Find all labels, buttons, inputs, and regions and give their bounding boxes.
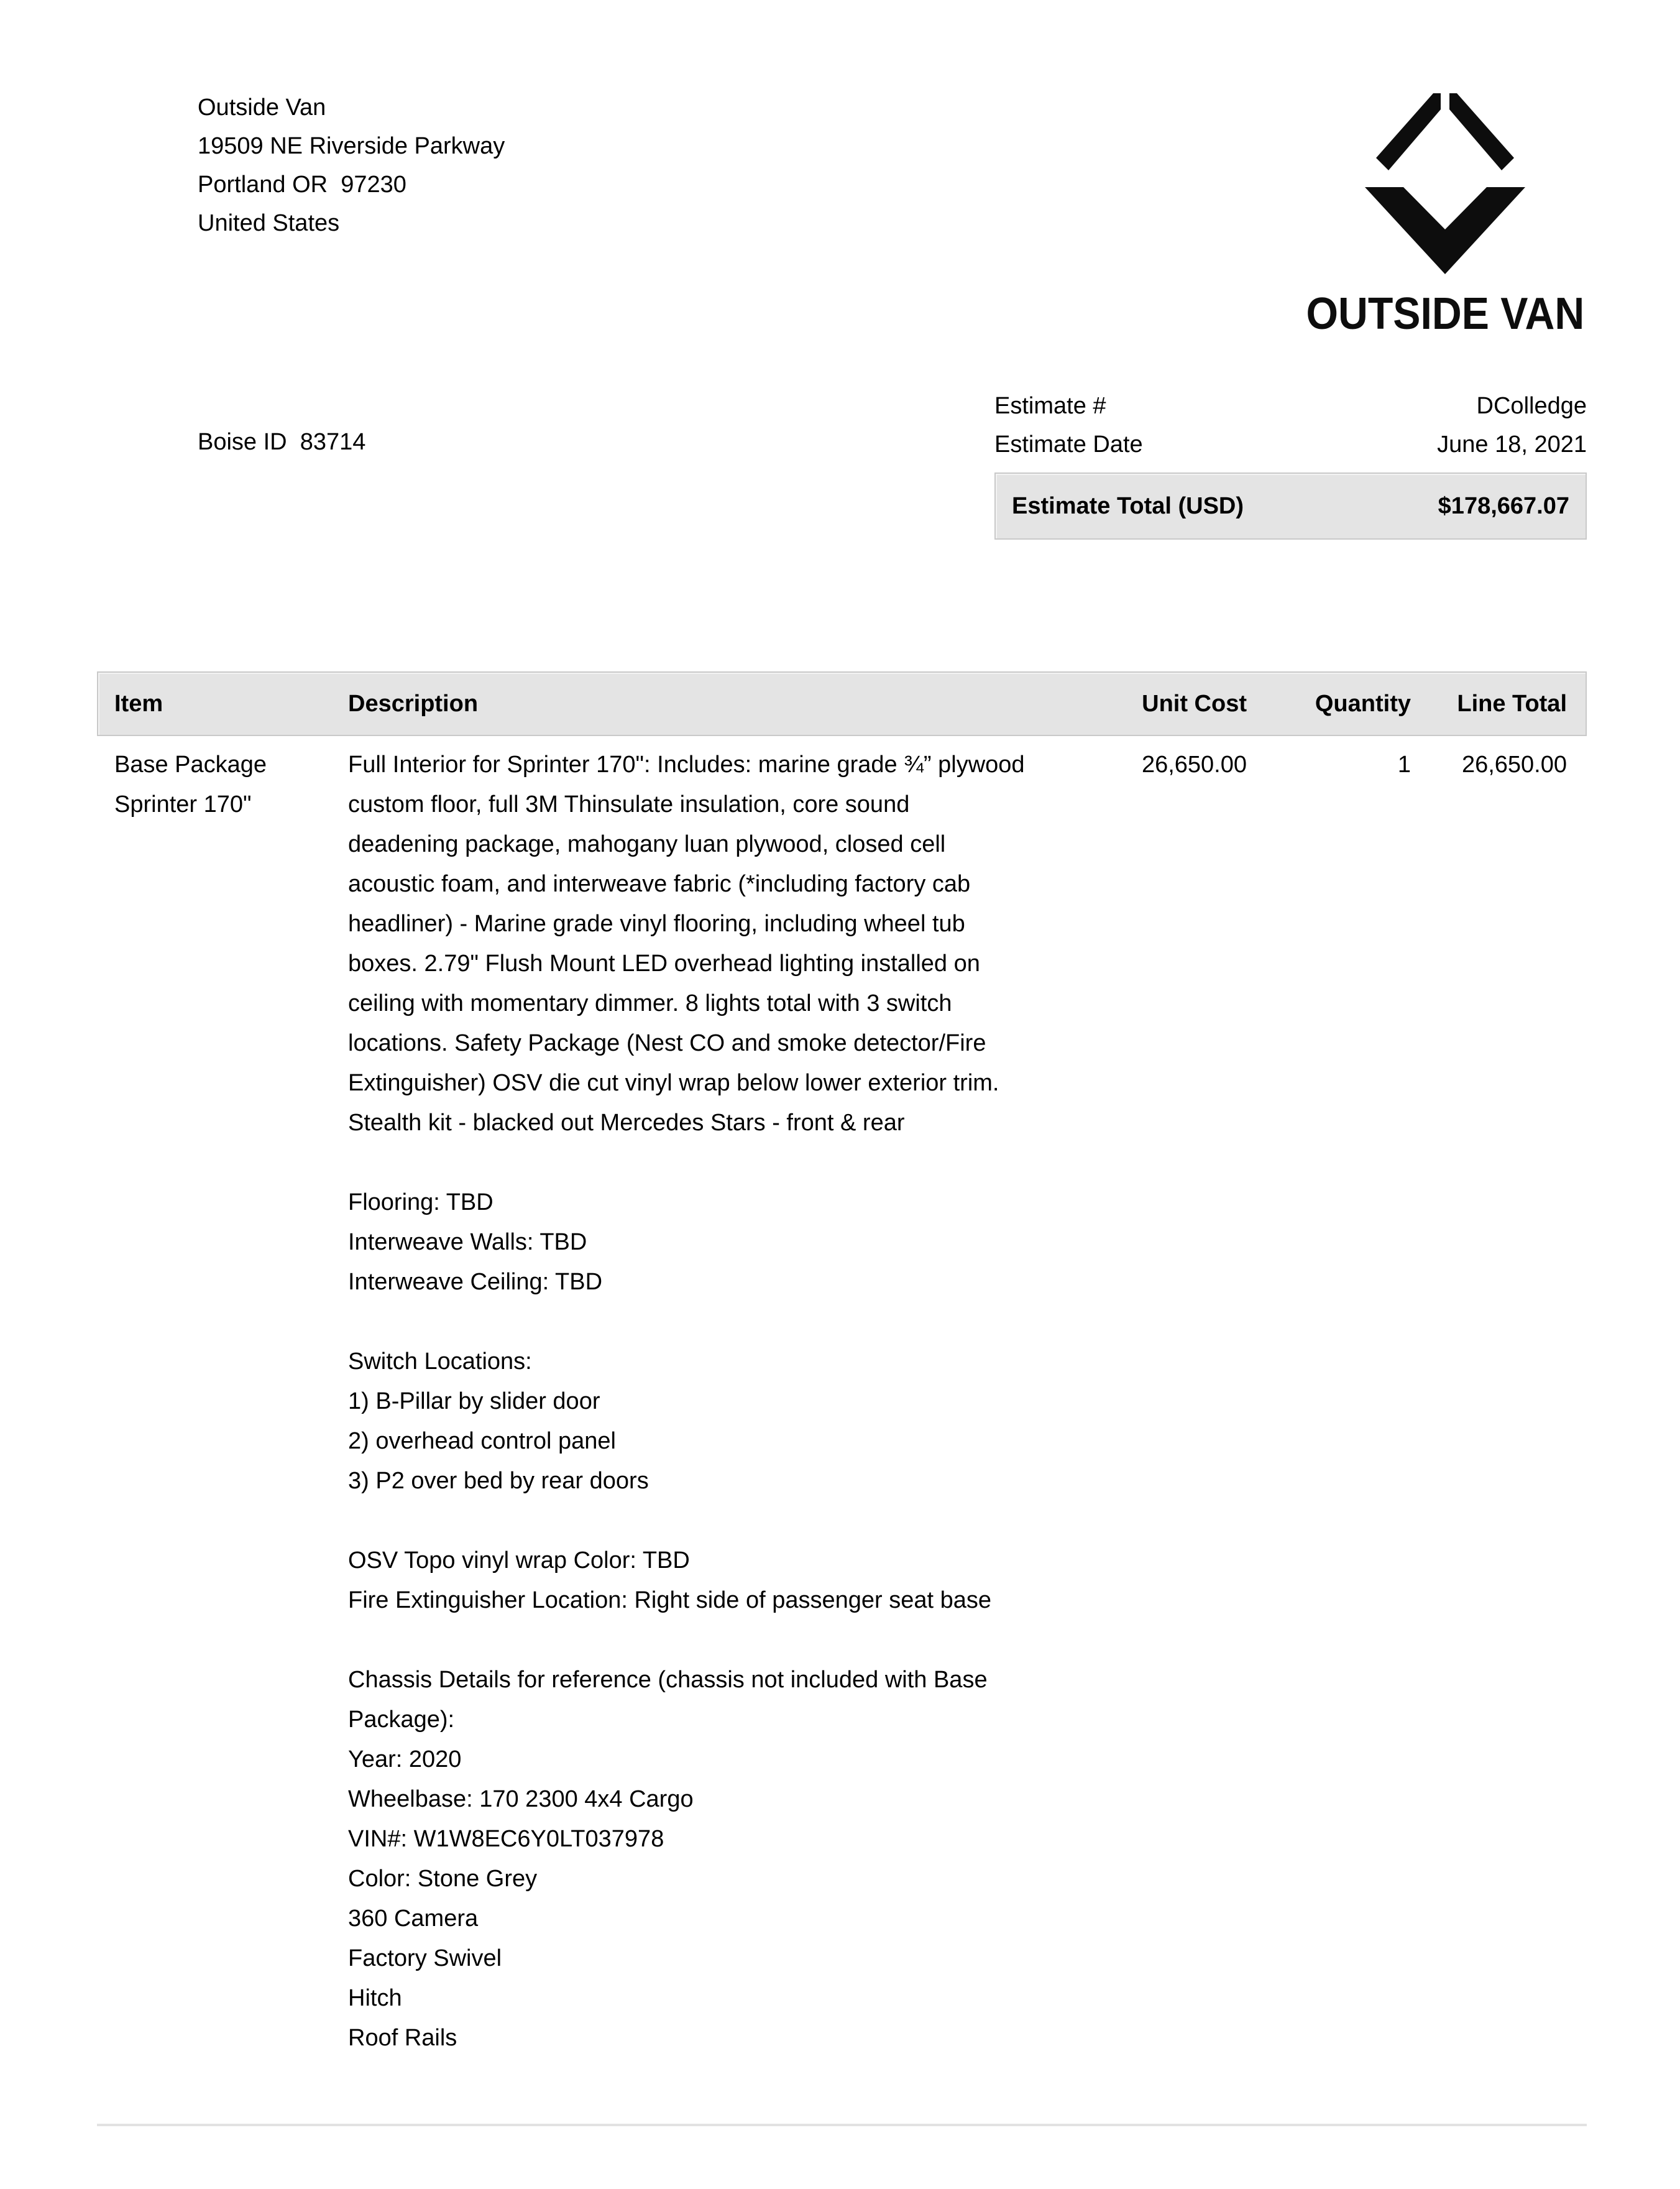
line-total-cell: 26,650.00: [1461, 752, 1567, 778]
company-address-block: [198, 88, 505, 242]
table-header-row: [97, 671, 1587, 736]
company-address-line: Outside Van: [198, 94, 326, 121]
unit-cost-cell: 26,650.00: [1141, 752, 1247, 778]
col-header-description: Description: [348, 690, 479, 717]
description-cell-line: acoustic foam, and interweave fabric (*including factory cab: [348, 871, 971, 897]
table-row: [97, 736, 1587, 2058]
description-cell-line: Flooring: TBD: [348, 1189, 493, 1215]
description-cell-line: [348, 1302, 1125, 1342]
description-cell-line: locations. Safety Package (Nest CO and smoke detector/Fire: [348, 1030, 986, 1056]
estimate-number-label: Estimate #: [994, 392, 1106, 419]
estimate-number-value: DColledge: [1476, 392, 1587, 419]
description-cell-line: 1) B-Pillar by slider door: [348, 1388, 600, 1414]
company-address-line: Portland OR 97230: [198, 172, 406, 198]
description-cell-line: 2) overhead control panel: [348, 1428, 616, 1454]
description-cell-line: Roof Rails: [348, 2025, 457, 2051]
logo-wordmark: OUTSIDE VAN: [1306, 289, 1584, 339]
estimate-date-value: June 18, 2021: [1437, 431, 1587, 458]
description-cell-line: Hitch: [348, 1985, 402, 2011]
col-header-quantity: Quantity: [1315, 690, 1411, 717]
description-cell-line: ceiling with momentary dimmer. 8 lights total with 3 switch: [348, 990, 952, 1016]
description-cell-line: Interweave Ceiling: TBD: [348, 1269, 603, 1295]
description-cell-line: Factory Swivel: [348, 1945, 502, 1971]
description-cell-line: VIN#: W1W8EC6Y0LT037978: [348, 1826, 664, 1852]
estimate-total-bar: [994, 472, 1587, 540]
table-bottom-divider: [97, 2124, 1587, 2126]
description-cell-line: Stealth kit - blacked out Mercedes Stars - front & rear: [348, 1110, 905, 1136]
item-cell: [114, 745, 348, 2058]
description-cell-line: 3) P2 over bed by rear doors: [348, 1468, 649, 1494]
description-cell-line: custom floor, full 3M Thinsulate insulation, core sound: [348, 791, 910, 818]
estimate-date-label: Estimate Date: [994, 431, 1143, 458]
estimate-date-row: [994, 425, 1587, 464]
description-cell-line: [348, 1501, 1125, 1541]
item-cell-line: Sprinter 170": [114, 791, 252, 818]
estimate-total-label: Estimate Total (USD): [1012, 492, 1244, 519]
description-cell-line: Switch Locations:: [348, 1348, 532, 1375]
company-address-line: United States: [198, 210, 340, 236]
item-cell-line: Base Package: [114, 752, 267, 778]
company-logo: [1303, 93, 1587, 339]
estimate-total-value: $178,667.07: [1438, 492, 1569, 519]
recipient-location: Boise ID 83714: [198, 429, 366, 455]
company-address-line: 19509 NE Riverside Parkway: [198, 133, 505, 159]
outside-van-diamond-icon: [1365, 93, 1525, 275]
description-cell-line: Fire Extinguisher Location: Right side of passenger seat base: [348, 1587, 992, 1613]
description-cell-line: Year: 2020: [348, 1746, 462, 1772]
estimate-number-row: [994, 387, 1587, 425]
description-cell-line: [348, 1620, 1125, 1660]
description-cell-line: Wheelbase: 170 2300 4x4 Cargo: [348, 1786, 694, 1812]
line-items-table: [97, 671, 1587, 2058]
description-cell-line: Full Interior for Sprinter 170": Includes: marine grade ¾” plywood: [348, 752, 1025, 778]
col-header-line-total: Line Total: [1457, 690, 1567, 717]
col-header-unit-cost: Unit Cost: [1142, 690, 1247, 717]
description-cell-line: deadening package, mahogany luan plywood, closed cell: [348, 831, 946, 857]
description-cell-line: Chassis Details for reference (chassis not included with Base: [348, 1667, 988, 1693]
estimate-summary: [994, 387, 1587, 540]
description-cell-line: headliner) - Marine grade vinyl flooring, including wheel tub: [348, 911, 965, 937]
col-header-item: Item: [114, 690, 163, 717]
description-cell-line: 360 Camera: [348, 1906, 479, 1932]
description-cell: [348, 745, 1125, 2058]
description-cell-line: OSV Topo vinyl wrap Color: TBD: [348, 1547, 690, 1574]
quantity-cell: 1: [1397, 752, 1411, 778]
description-cell-line: Interweave Walls: TBD: [348, 1229, 587, 1255]
description-cell-line: [348, 1143, 1125, 1182]
description-cell-line: Extinguisher) OSV die cut vinyl wrap below lower exterior trim.: [348, 1070, 999, 1096]
description-cell-line: Color: Stone Grey: [348, 1866, 538, 1892]
description-cell-line: boxes. 2.79" Flush Mount LED overhead lighting installed on: [348, 951, 980, 977]
description-cell-line: Package):: [348, 1707, 455, 1733]
